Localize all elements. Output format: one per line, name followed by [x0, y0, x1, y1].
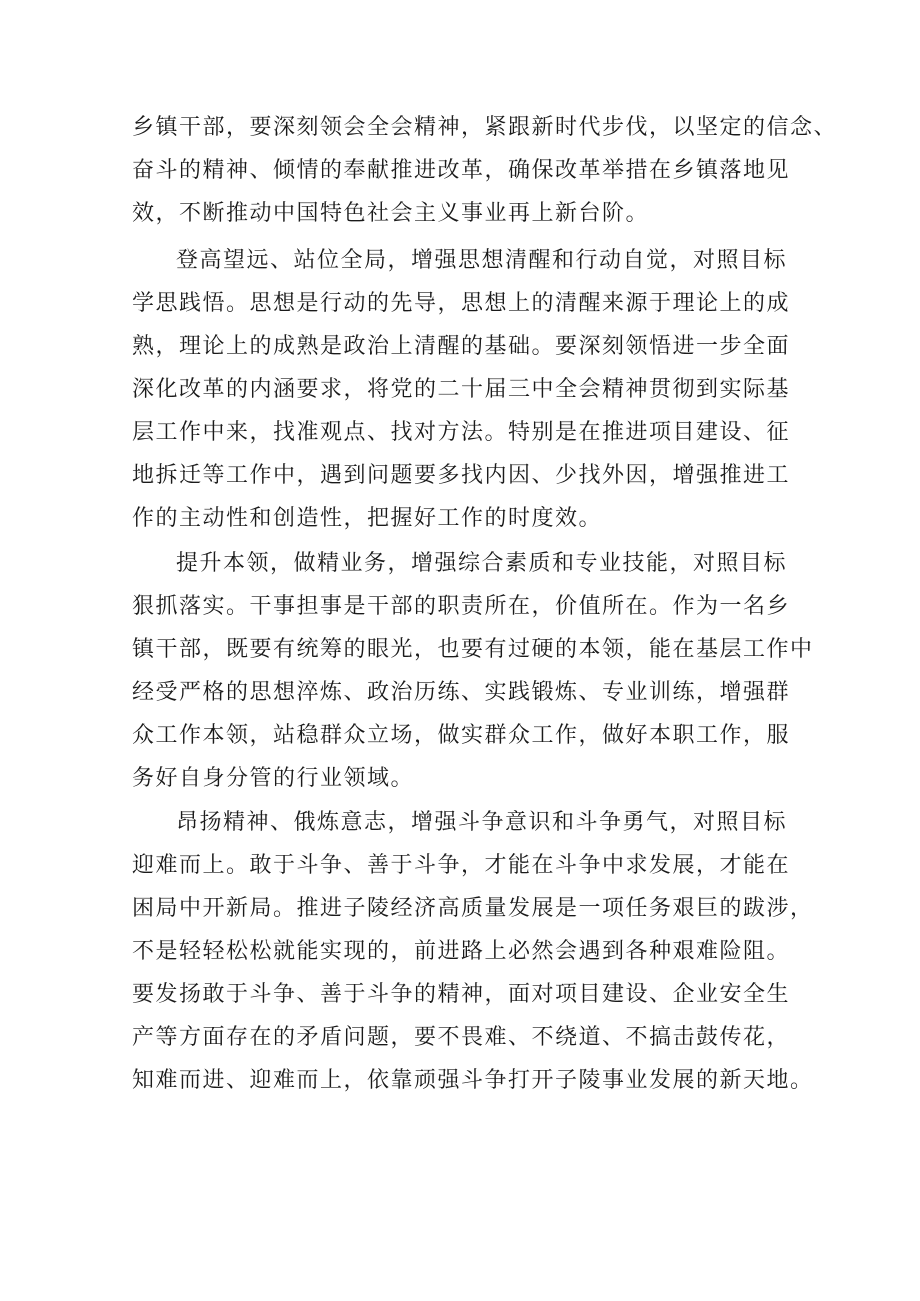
paragraph-4-line-4: 不是轻轻松松就能实现的，前进路上必然会遇到各种艰难险阻。: [132, 939, 791, 964]
paragraph-2-line-4: 深化改革的内涵要求，将党的二十届三中全会精神贯彻到实际基: [132, 377, 791, 402]
paragraph-4-line-5: 要发扬敢于斗争、善于斗争的精神，面对项目建设、企业安全生: [132, 982, 791, 1007]
paragraph-1-line-1: 乡镇干部，要深刻领会全会精神，紧跟新时代步伐，以坚定的信念、: [132, 115, 838, 140]
paragraph-3-line-6: 务好自身分管的行业领域。: [132, 766, 415, 791]
paragraph-3-line-3: 镇干部，既要有统筹的眼光，也要有过硬的本领，能在基层工作中: [132, 637, 814, 662]
paragraph-3-line-4: 经受严格的思想淬炼、政治历练、实践锻炼、专业训练，增强群: [132, 680, 791, 705]
paragraph-2-line-3: 熟，理论上的成熟是政治上清醒的基础。要深刻领悟进一步全面: [132, 334, 791, 359]
paragraph-2-line-7: 作的主动性和创造性，把握好工作的时度效。: [132, 506, 603, 531]
paragraph-2-line-2: 学思践悟。思想是行动的先导，思想上的清醒来源于理论上的成: [132, 291, 791, 316]
paragraph-4-line-2: 迎难而上。敢于斗争、善于斗争，才能在斗争中求发展，才能在: [132, 853, 791, 878]
paragraph-2-line-6: 地拆迁等工作中，遇到问题要多找内因、少找外因，增强推进工: [132, 463, 791, 488]
paragraph-3-line-5: 众工作本领，站稳群众立场，做实群众工作，做好本职工作，服: [132, 723, 791, 748]
paragraph-2-line-5: 层工作中来，找准观点、找对方法。特别是在推进项目建设、征: [132, 420, 791, 445]
paragraph-1-line-3: 效，不断推动中国特色社会主义事业再上新台阶。: [132, 201, 650, 226]
paragraph-4-line-3: 困局中开新局。推进子陵经济高质量发展是一项任务艰巨的跋涉，: [132, 896, 814, 921]
paragraph-3-line-1: 提升本领，做精业务，增强综合素质和专业技能，对照目标: [176, 551, 788, 576]
paragraph-4-line-6: 产等方面存在的矛盾问题，要不畏难、不绕道、不搞击鼓传花，: [132, 1025, 791, 1050]
paragraph-4-line-1: 昂扬精神、俄炼意志，增强斗争意识和斗争勇气，对照目标: [176, 810, 788, 835]
paragraph-3-line-2: 狠抓落实。干事担事是干部的职责所在，价值所在。作为一名乡: [132, 594, 791, 619]
paragraph-4-line-7: 知难而进、迎难而上，依靠顽强斗争打开子陵事业发展的新天地。: [132, 1068, 814, 1093]
paragraph-2-line-1: 登高望远、站位全局，增强思想清醒和行动自觉，对照目标: [176, 248, 788, 273]
paragraph-1-line-2: 奋斗的精神、倾情的奉献推进改革，确保改革举措在乡镇落地见: [132, 158, 791, 183]
